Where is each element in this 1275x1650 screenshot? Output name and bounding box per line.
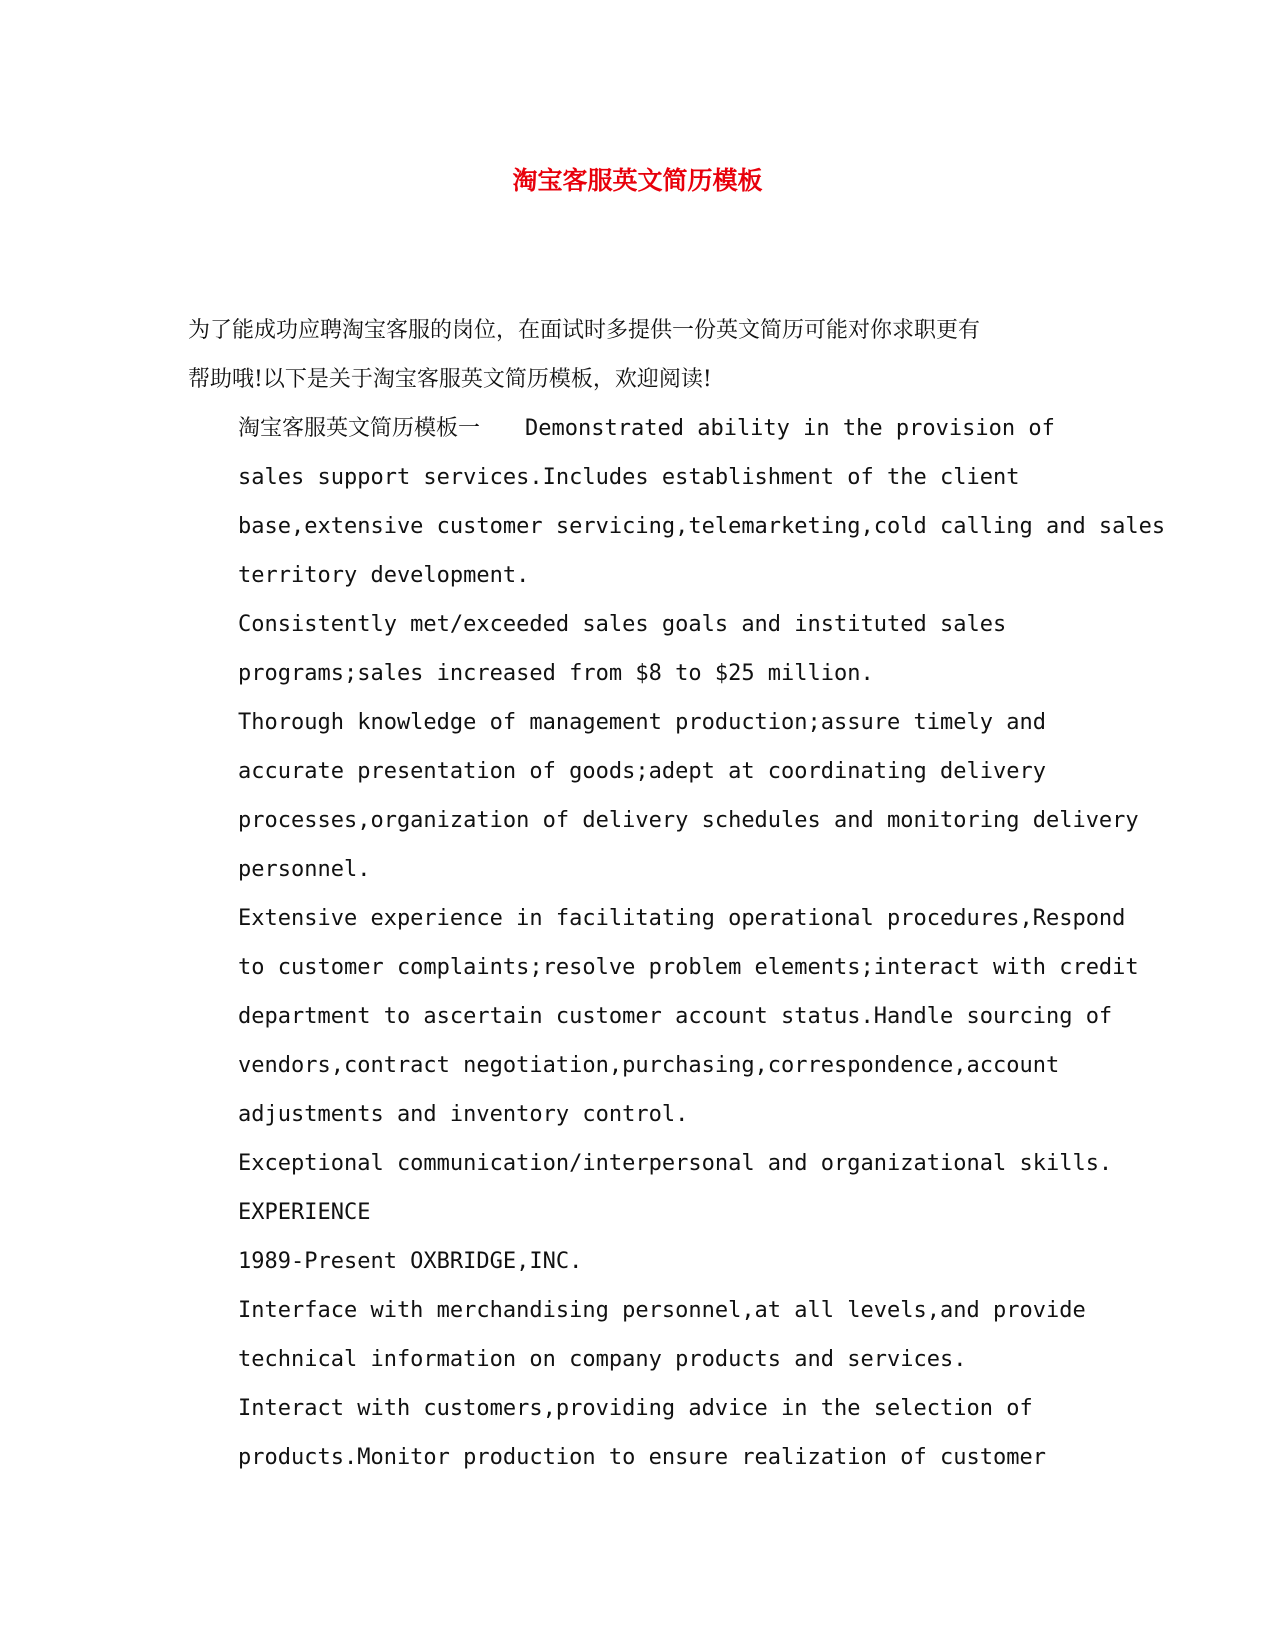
paragraph-line: Interface with merchandising personnel,at all levels,and provide xyxy=(238,1298,1086,1323)
paragraph-line: to customer complaints;resolve problem elements;interact with credit xyxy=(238,955,1139,980)
paragraph-line: technical information on company products and services. xyxy=(238,1347,967,1372)
paragraph-line: sales support services.Includes establishment of the client xyxy=(238,465,1020,490)
paragraph-line: Thorough knowledge of management production;assure timely and xyxy=(238,710,1046,735)
paragraph-customer-interaction xyxy=(188,1384,1088,1482)
section-heading-experience xyxy=(188,1188,1088,1237)
template-label: 淘宝客服英文简历模板一 xyxy=(238,416,481,441)
intro-paragraph xyxy=(188,306,1088,404)
paragraph-line: programs;sales increased from $8 to $25 million. xyxy=(238,661,874,686)
paragraph-line: personnel. xyxy=(238,857,371,882)
paragraph-line: Consistently met/exceeded sales goals and instituted sales xyxy=(238,612,1007,637)
intro-line: 帮助哦!以下是关于淘宝客服英文简历模板，欢迎阅读! xyxy=(188,367,712,392)
paragraph-operational-experience xyxy=(188,894,1139,1139)
paragraph-line: base,extensive customer servicing,telemarketing,cold calling and sales xyxy=(238,514,1166,539)
paragraph-production-knowledge xyxy=(188,698,1139,894)
paragraph-merchandising-interface xyxy=(188,1286,1088,1384)
paragraph-line: adjustments and inventory control. xyxy=(238,1102,689,1127)
employment-entry xyxy=(188,1237,1088,1286)
paragraph-line: Extensive experience in facilitating operational procedures,Respond xyxy=(238,906,1126,931)
paragraph-line: accurate presentation of goods;adept at coordinating delivery xyxy=(238,759,1046,784)
employment-line: 1989-Present OXBRIDGE,INC. xyxy=(238,1249,583,1274)
paragraph-line: processes,organization of delivery schedules and monitoring delivery xyxy=(238,808,1139,833)
paragraph-line: department to ascertain customer account status.Handle sourcing of xyxy=(238,1004,1113,1029)
paragraph-line: Interact with customers,providing advice in the selection of xyxy=(238,1396,1033,1421)
paragraph-communication-skills xyxy=(188,1139,1113,1188)
intro-line: 为了能成功应聘淘宝客服的岗位，在面试时多提供一份英文简历可能对你求职更有 xyxy=(188,318,981,343)
paragraph-line: Demonstrated ability in the provision of xyxy=(525,416,1055,441)
paragraph-sales-goals xyxy=(188,600,1088,698)
paragraph-summary xyxy=(188,404,1166,600)
paragraph-line: territory development. xyxy=(238,563,530,588)
heading-line: EXPERIENCE xyxy=(238,1200,371,1225)
paragraph-line: vendors,contract negotiation,purchasing,correspondence,account xyxy=(238,1053,1060,1078)
document-title: 淘宝客服英文简历模板 xyxy=(512,166,763,195)
paragraph-line: products.Monitor production to ensure realization of customer xyxy=(238,1445,1046,1470)
document-body xyxy=(188,306,1166,1482)
paragraph-line: Exceptional communication/interpersonal and organizational skills. xyxy=(238,1151,1113,1176)
